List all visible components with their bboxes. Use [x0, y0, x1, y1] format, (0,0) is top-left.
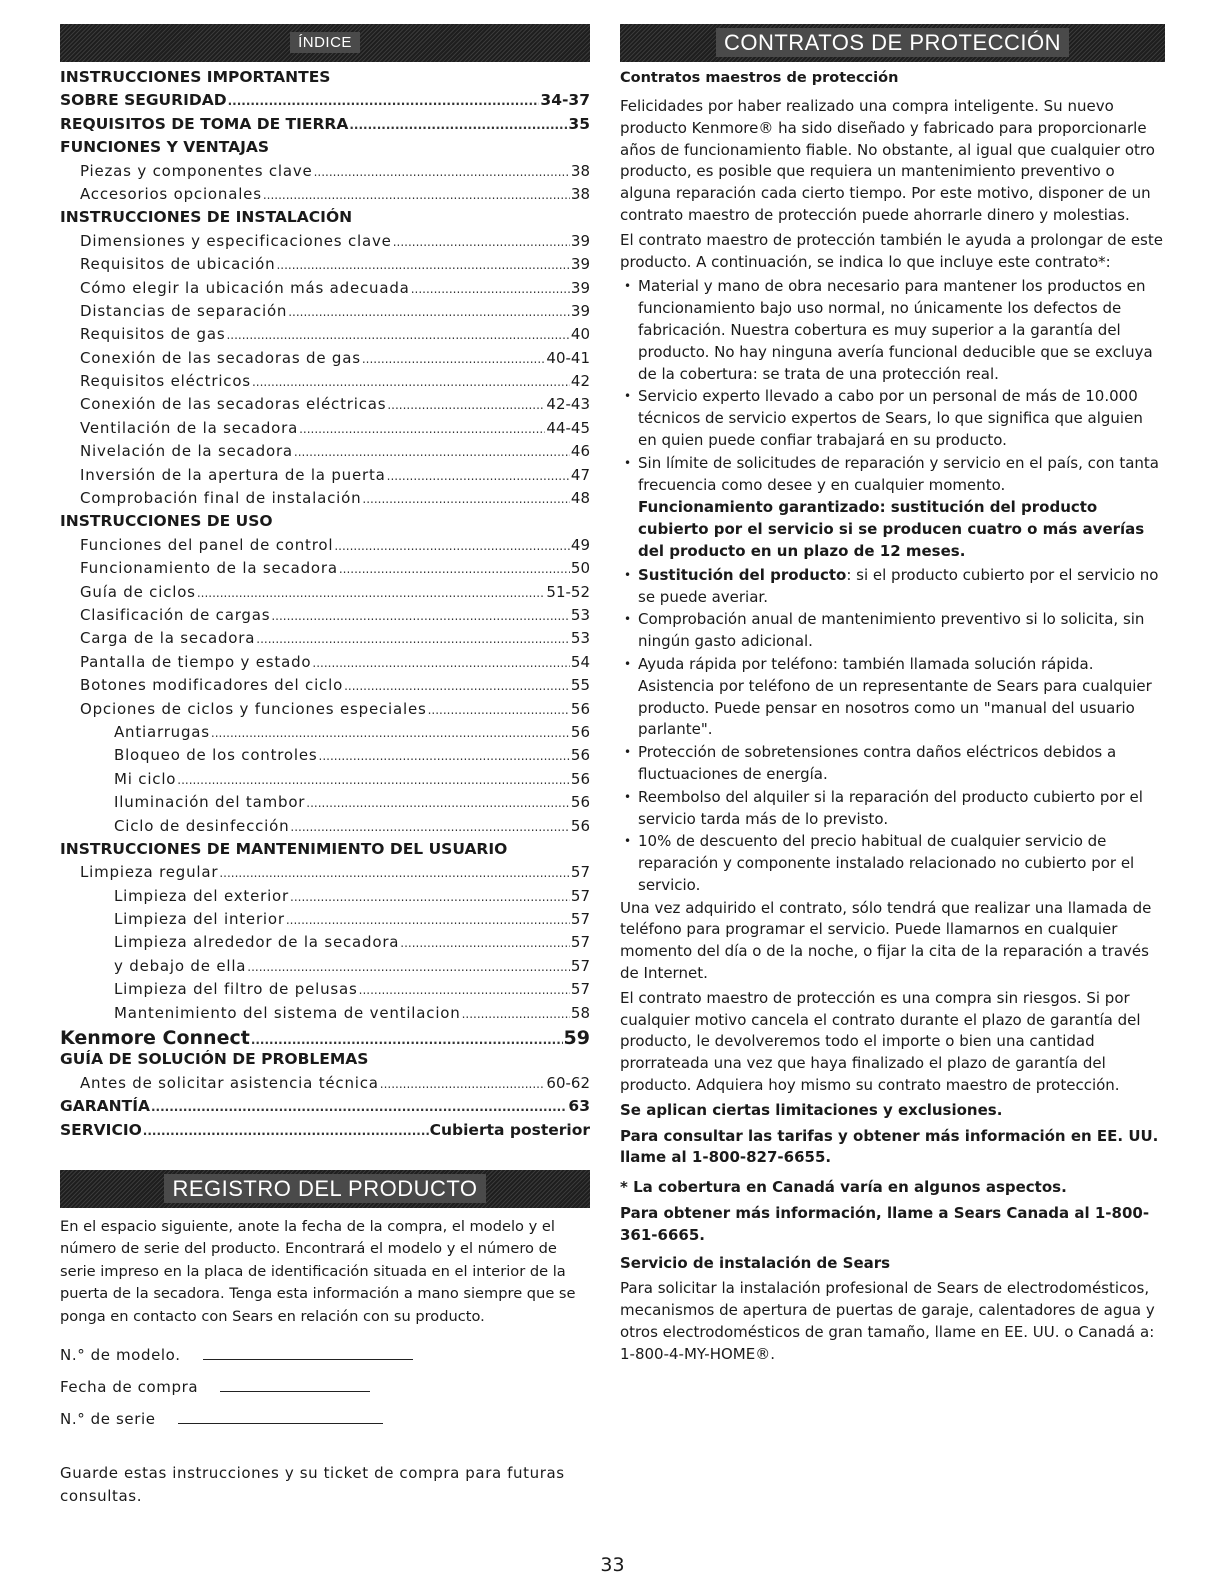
toc-leader [299, 419, 545, 437]
toc-row [60, 653, 590, 676]
toc-row [60, 138, 590, 161]
toc-label: Limpieza del interior [114, 910, 285, 929]
toc-page: 58 [570, 1003, 590, 1022]
purchase-date-line[interactable] [220, 1390, 370, 1392]
toc-label: Limpieza regular [80, 863, 219, 882]
limits-text: Se aplican ciertas limitaciones y exclusiones. [620, 1100, 1003, 1119]
toc-page: 42-43 [546, 395, 590, 414]
toc-page: 38 [570, 161, 590, 180]
toc-page: 39 [570, 278, 590, 297]
model-label: N.° de modelo. [60, 1346, 181, 1365]
toc-page: 54 [570, 652, 590, 671]
toc-leader [263, 185, 570, 203]
toc-row [60, 232, 590, 255]
toc-leader [362, 349, 546, 367]
toc-label: Opciones de ciclos y funciones especiales [80, 699, 427, 718]
right-column [620, 24, 1165, 1369]
toc-row [60, 91, 590, 114]
toc-page: 55 [570, 676, 590, 695]
toc-leader [339, 559, 570, 577]
toc-page: 39 [570, 231, 590, 250]
toc-row [60, 793, 590, 816]
purchase-date-label: Fecha de compra [60, 1378, 199, 1397]
toc-label: Bloqueo de los controles [114, 746, 318, 765]
toc-label: Mantenimiento del sistema de ventilacion [114, 1003, 461, 1022]
toc-page: 56 [570, 699, 590, 718]
registration-title: REGISTRO DEL PRODUCTO [164, 1174, 485, 1203]
toc-row [60, 770, 590, 793]
toc-label: FUNCIONES Y VENTAJAS [60, 138, 270, 157]
toc-label: Limpieza del exterior [114, 886, 290, 905]
toc-label: y debajo de ella [114, 956, 247, 975]
toc-leader [276, 255, 569, 273]
toc-leader [286, 910, 570, 928]
toc-page: 40 [570, 325, 590, 344]
toc-row [60, 700, 590, 723]
toc-label: Iluminación del tambor [114, 793, 306, 812]
toc-label: GUÍA DE SOLUCIÓN DE PROBLEMAS [60, 1050, 369, 1069]
benefits-list-a [620, 276, 1165, 496]
install-heading: Servicio de instalación de Sears [620, 1253, 891, 1272]
serial-line[interactable] [178, 1422, 383, 1424]
toc-row [60, 1004, 590, 1027]
toc-row [60, 746, 590, 769]
toc-label: INSTRUCCIONES DE INSTALACIÓN [60, 208, 353, 227]
canada-info: Para obtener más información, llame a Sears Canada al 1-800-361-6665. [620, 1204, 1150, 1244]
contracts-heading: Contratos maestros de protección [620, 70, 899, 86]
toc-leader [393, 232, 570, 250]
toc-label: Limpieza alrededor de la secadora [114, 933, 400, 952]
toc-label: Antes de solicitar asistencia técnica [80, 1073, 379, 1092]
us-info-text: Para consultar las tarifas y obtener más información en EE. UU. llame al 1-800-827-6655. [620, 1126, 1159, 1167]
toc-row [60, 1050, 590, 1073]
list-item: • Sin límite de solicitudes de reparación y servicio en el país, con tanta frecuencia como desee y en cualquier momento. [620, 453, 1165, 497]
toc-row [60, 1074, 590, 1097]
model-field [60, 1346, 590, 1364]
toc-leader [288, 302, 570, 320]
toc-row [60, 676, 590, 699]
toc-leader [334, 536, 570, 554]
toc-leader [314, 162, 570, 180]
list-item: • Comprobación anual de mantenimiento preventivo si lo solicita, sin ningún gasto adicional. [620, 609, 1165, 653]
registration-banner [60, 1170, 590, 1208]
toc-leader [462, 1004, 570, 1022]
toc-label: Conexión de las secadoras eléctricas [80, 395, 387, 414]
replacement-text: : si el producto cubierto por el servicio no se puede averiar. [638, 565, 1159, 606]
toc-row [60, 536, 590, 559]
toc-row [60, 208, 590, 231]
purchase-date-field [60, 1378, 590, 1396]
list-item [620, 565, 1165, 609]
toc-row [60, 466, 590, 489]
toc-label: GARANTÍA [60, 1097, 150, 1116]
serial-field [60, 1410, 590, 1428]
toc-row [60, 723, 590, 746]
toc-leader [387, 466, 570, 484]
contracts-includes: El contrato maestro de protección también le ayuda a prolongar de este producto. A continuación, se indica lo que incluye este contrato*: [620, 230, 1163, 271]
toc-row [60, 1097, 590, 1120]
registration-intro: En el espacio siguiente, anote la fecha de la compra, el modelo y el número de serie del producto. Encontrará el modelo y el número de serie impreso en la placa de identificación situada en el interior de la puerta de la secadora. Tenga esta información a mano siempre que se ponga en contacto con Sears en relación con su producto. [60, 1217, 576, 1325]
toc-leader [256, 629, 570, 647]
toc-label: SOBRE SEGURIDAD [60, 91, 227, 110]
list-item: • Ayuda rápida por teléfono: también llamada solución rápida. Asistencia por teléfono de un representante de Sears para cualquier producto. Puede pensar en nosotros como un "manual del usuario parlante". [620, 654, 1165, 741]
toc-page: 42 [570, 372, 590, 391]
toc-page: 56 [570, 746, 590, 765]
toc-page: 57 [570, 933, 590, 952]
toc-row [60, 162, 590, 185]
toc-label: Comprobación final de instalación [80, 489, 362, 508]
toc-leader [312, 653, 570, 671]
toc-page: 57 [570, 863, 590, 882]
toc-label: Funciones del panel de control [80, 535, 334, 554]
toc-leader [177, 770, 570, 788]
contracts-banner [620, 24, 1165, 62]
toc-row [60, 325, 590, 348]
toc-leader [151, 1097, 567, 1115]
toc-leader [362, 489, 570, 507]
toc-row [60, 910, 590, 933]
index-title: ÍNDICE [290, 32, 360, 53]
canada-note: * La cobertura en Canadá varía en algunos aspectos. [620, 1178, 1067, 1197]
toc-page: 56 [570, 722, 590, 741]
toc-row [60, 1121, 590, 1144]
index-banner [60, 24, 590, 62]
toc-leader [387, 395, 545, 413]
toc-leader [349, 115, 567, 133]
list-item: • Reembolso del alquiler si la reparación del producto cubierto por el servicio tarda más de lo previsto. [620, 787, 1165, 831]
contracts-risk-free-text: El contrato maestro de protección es una compra sin riesgos. Si por cualquier motivo cancela el contrato durante el plazo de garantía del producto, le devolveremos todo el importe o bien una cantidad prorrateada una vez que haya finalizado el plazo de garantía del producto. Adquiera hoy mismo su contrato maestro de protección. [620, 988, 1141, 1095]
replacement-label: Sustitución del producto [638, 565, 847, 584]
toc-label: Cómo elegir la ubicación más adecuada [80, 278, 410, 297]
toc-label: Clasificación de cargas [80, 605, 271, 624]
left-column [60, 24, 590, 1508]
list-item: • Material y mano de obra necesario para mantener los productos en funcionamiento bajo uso normal, no únicamente los defectos de fabricación. Nuestra cobertura es muy superior a la garantía del producto. No hay ninguna avería funcional deducible que se excluya de la cobertura: se trata de una protección real. [620, 276, 1165, 385]
toc-leader [428, 700, 570, 718]
toc-page: 53 [570, 605, 590, 624]
toc-label: Piezas y componentes clave [80, 161, 313, 180]
toc-row [60, 68, 590, 91]
toc-row [60, 887, 590, 910]
toc-page: 46 [570, 442, 590, 461]
toc-label: Antiarrugas [114, 722, 210, 741]
toc-row [60, 372, 590, 395]
toc-leader [294, 442, 570, 460]
contracts-intro: Felicidades por haber realizado una compra inteligente. Su nuevo producto Kenmore® ha sido diseñado y fabricado para proporcionarle años de funcionamiento fiable. No obstante, al igual que cualquier otro producto, es posible que requiera un mantenimiento preventivo o alguna reparación cada cierto tiempo. Por este motivo, disponer de un contrato maestro de protección puede ahorrarle dinero y molestias. [620, 97, 1155, 224]
toc-page: 59 [563, 1027, 590, 1050]
toc-row [60, 442, 590, 465]
toc-leader [411, 279, 570, 297]
toc-page: 56 [570, 769, 590, 788]
toc-row [60, 863, 590, 886]
toc-label: Guía de ciclos [80, 582, 196, 601]
toc-row [60, 840, 590, 863]
toc-label: INSTRUCCIONES IMPORTANTES [60, 68, 331, 86]
toc-label: Requisitos de gas [80, 325, 226, 344]
table-of-contents [60, 68, 590, 1144]
toc-row [60, 817, 590, 840]
toc-page: 57 [570, 956, 590, 975]
toc-leader [290, 817, 569, 835]
toc-page: Cubierta posterior [429, 1120, 590, 1139]
toc-label: Mi ciclo [114, 769, 177, 788]
toc-leader [380, 1074, 546, 1092]
toc-row [60, 957, 590, 980]
toc-page: 56 [570, 816, 590, 835]
list-item: • Protección de sobretensiones contra daños eléctricos debidos a fluctuaciones de energía. [620, 742, 1165, 786]
toc-label: Pantalla de tiempo y estado [80, 652, 312, 671]
toc-page: 40-41 [546, 348, 590, 367]
model-line[interactable] [203, 1358, 413, 1360]
toc-row [60, 349, 590, 372]
toc-page: 39 [570, 301, 590, 320]
list-item: • Servicio experto llevado a cabo por un personal de más de 10.000 técnicos de servicio expertos de Sears, lo que significa que alguien en quien puede confiar trabajará en su producto. [620, 386, 1165, 451]
toc-label: Limpieza del filtro de pelusas [114, 980, 358, 999]
toc-row [60, 279, 590, 302]
toc-row [60, 629, 590, 652]
toc-page: 47 [570, 465, 590, 484]
toc-label: Funcionamiento de la secadora [80, 559, 338, 578]
toc-page: 49 [570, 535, 590, 554]
toc-page: 48 [570, 489, 590, 508]
toc-label: Ventilación de la secadora [80, 418, 299, 437]
toc-page: 57 [570, 886, 590, 905]
toc-label: Kenmore Connect [60, 1027, 250, 1050]
toc-leader [197, 583, 546, 601]
contracts-title: CONTRATOS DE PROTECCIÓN [716, 28, 1069, 57]
toc-leader [306, 793, 570, 811]
install-text: Para solicitar la instalación profesional de Sears de electrodomésticos, mecanismos de apertura de puertas de garaje, calentadores de agua y otros electrodomésticos de gran tamaño, llame en EE. UU. o Canadá a: 1-800-4-MY-HOME®. [620, 1279, 1155, 1363]
toc-leader [290, 887, 570, 905]
registration-form [60, 1346, 590, 1428]
toc-label: Inversión de la apertura de la puerta [80, 465, 386, 484]
contracts-call-text: Una vez adquirido el contrato, sólo tendrá que realizar una llamada de teléfono para programar el servicio. Puede llamarnos en cualquier momento del día o de la noche, o fijar la cita de la reparación a través de Internet. [620, 898, 1152, 983]
toc-page: 34-37 [540, 91, 590, 110]
toc-page: 44-45 [546, 418, 590, 437]
toc-leader [344, 676, 570, 694]
toc-page: 63 [568, 1097, 590, 1116]
toc-leader [251, 1027, 563, 1049]
toc-leader [143, 1121, 429, 1139]
toc-page: 38 [570, 184, 590, 203]
toc-row [60, 559, 590, 582]
toc-label: Dimensiones y especificaciones clave [80, 231, 392, 250]
toc-row [60, 489, 590, 512]
toc-label: REQUISITOS DE TOMA DE TIERRA [60, 114, 349, 133]
toc-label: Requisitos eléctricos [80, 372, 251, 391]
toc-row [60, 419, 590, 442]
toc-row [60, 115, 590, 138]
toc-label: Nivelación de la secadora [80, 442, 293, 461]
toc-leader [228, 91, 540, 109]
serial-label: N.° de serie [60, 1410, 156, 1429]
toc-leader [359, 980, 570, 998]
toc-leader [252, 372, 570, 390]
guarantee-text: Funcionamiento garantizado: sustitución del producto cubierto por el servicio si se producen cuatro o más averías del producto en un plazo de 12 meses. [638, 498, 1145, 560]
toc-label: SERVICIO [60, 1120, 142, 1139]
toc-page: 39 [570, 255, 590, 274]
toc-label: INSTRUCCIONES DE MANTENIMIENTO DEL USUARIO [60, 839, 508, 858]
toc-leader [319, 746, 570, 764]
toc-row [60, 395, 590, 418]
toc-leader [226, 325, 569, 343]
toc-row [60, 1027, 590, 1050]
toc-leader [271, 606, 570, 624]
toc-row [60, 512, 590, 535]
toc-row [60, 255, 590, 278]
toc-row [60, 606, 590, 629]
toc-label: Accesorios opcionales [80, 184, 262, 203]
toc-page: 60-62 [546, 1073, 590, 1092]
toc-label: Distancias de separación [80, 301, 288, 320]
toc-page: 56 [570, 793, 590, 812]
toc-page: 35 [568, 114, 590, 133]
toc-row [60, 583, 590, 606]
page-number: 33 [600, 1554, 625, 1576]
toc-label: Botones modificadores del ciclo [80, 676, 344, 695]
toc-label: Ciclo de desinfección [114, 816, 290, 835]
toc-leader [400, 933, 570, 951]
benefits-list-b [620, 565, 1165, 897]
toc-page: 57 [570, 910, 590, 929]
toc-row [60, 933, 590, 956]
toc-row [60, 302, 590, 325]
toc-page: 51-52 [546, 582, 590, 601]
toc-leader [219, 863, 570, 881]
list-item: • 10% de descuento del precio habitual de cualquier servicio de reparación y componente instalado relacionado no cubierto por el servicio. [620, 831, 1165, 896]
toc-row [60, 185, 590, 208]
toc-label: INSTRUCCIONES DE USO [60, 512, 273, 531]
toc-page: 53 [570, 629, 590, 648]
registration-note: Guarde estas instrucciones y su ticket de compra para futuras consultas. [60, 1464, 565, 1506]
toc-label: Conexión de las secadoras de gas [80, 348, 361, 367]
toc-leader [211, 723, 570, 741]
toc-page: 57 [570, 980, 590, 999]
toc-label: Carga de la secadora [80, 629, 256, 648]
toc-row [60, 980, 590, 1003]
toc-label: Requisitos de ubicación [80, 255, 276, 274]
toc-leader [247, 957, 570, 975]
toc-page: 50 [570, 559, 590, 578]
